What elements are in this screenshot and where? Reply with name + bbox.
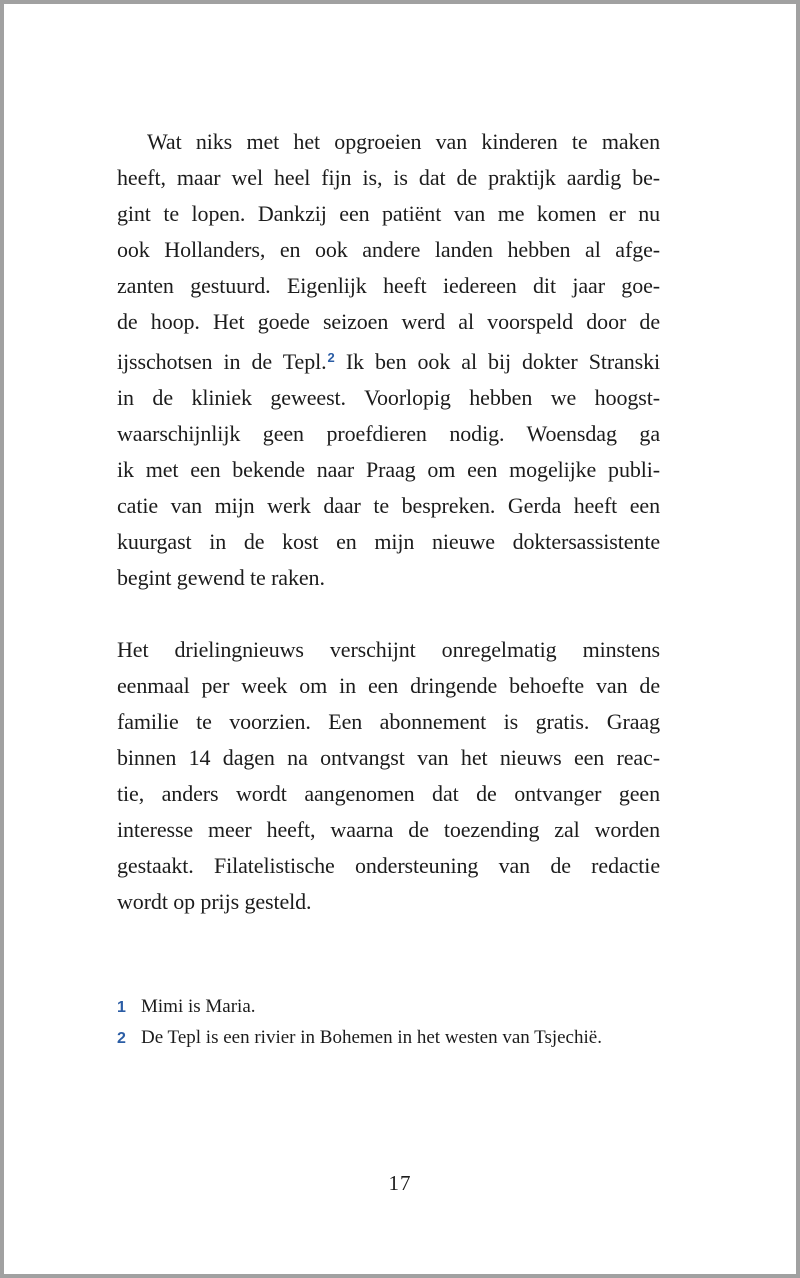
text-line: Wat niks met het opgroeien van kinderen te maken bbox=[147, 129, 660, 154]
footnote-text: De Tepl is een rivier in Bohemen in het westen van Tsjechië. bbox=[141, 1027, 602, 1048]
footnote-number[interactable]: 1 bbox=[117, 999, 126, 1016]
text-line: eenmaal per week om in een dringende behoefte van de bbox=[117, 673, 660, 698]
footnote-text: Mimi is Maria. bbox=[141, 996, 256, 1017]
text-line: gestaakt. Filatelistische ondersteuning van de redactie bbox=[117, 853, 660, 878]
text-line: zanten gestuurd. Eigenlijk heeft iedereen dit jaar goe- bbox=[117, 273, 660, 298]
footnotes-section bbox=[117, 992, 677, 1054]
text-line: heeft, maar wel heel fijn is, is dat de praktijk aardig be- bbox=[117, 165, 660, 190]
text-line: waarschijnlijk geen proefdieren nodig. Woensdag ga bbox=[117, 421, 660, 446]
paragraph bbox=[117, 124, 660, 596]
text-line: wordt op prijs gesteld. bbox=[117, 889, 312, 914]
text-line: ook Hollanders, en ook andere landen hebben al afge- bbox=[117, 237, 660, 262]
text-line: catie van mijn werk daar te bespreken. Gerda heeft een bbox=[117, 493, 660, 518]
text-line: ijsschotsen in de Tepl.$^2$ Ik ben ook al bij dokter Stranski bbox=[117, 349, 661, 374]
paragraph bbox=[117, 632, 660, 920]
footnote-number[interactable]: 2 bbox=[117, 1030, 126, 1047]
body-text bbox=[117, 124, 660, 920]
text-line: Het drielingnieuws verschijnt onregelmatig minstens bbox=[117, 637, 660, 662]
footnote-item bbox=[117, 1023, 677, 1054]
text-line: binnen 14 dagen na ontvangst van het nieuws een reac- bbox=[117, 745, 660, 770]
page-number: 17 bbox=[388, 1171, 412, 1195]
text-line: de hoop. Het goede seizoen werd al voorspeld door de bbox=[117, 309, 660, 334]
text-line: ik met een bekende naar Praag om een mogelijke publi- bbox=[117, 457, 660, 482]
text-line: interesse meer heeft, waarna de toezending zal worden bbox=[117, 817, 660, 842]
footnote-ref[interactable]: 2 bbox=[327, 350, 335, 365]
footnote-item bbox=[117, 992, 677, 1023]
text-line: begint gewend te raken. bbox=[117, 565, 325, 590]
text-line: gint te lopen. Dankzij een patiënt van me komen er nu bbox=[117, 201, 660, 226]
text-line: tie, anders wordt aangenomen dat de ontvanger geen bbox=[117, 781, 660, 806]
text-line: kuurgast in de kost en mijn nieuwe doktersassistente bbox=[117, 529, 660, 554]
text-line: familie te voorzien. Een abonnement is gratis. Graag bbox=[117, 709, 660, 734]
text-line: in de kliniek geweest. Voorlopig hebben we hoogst- bbox=[117, 385, 660, 410]
